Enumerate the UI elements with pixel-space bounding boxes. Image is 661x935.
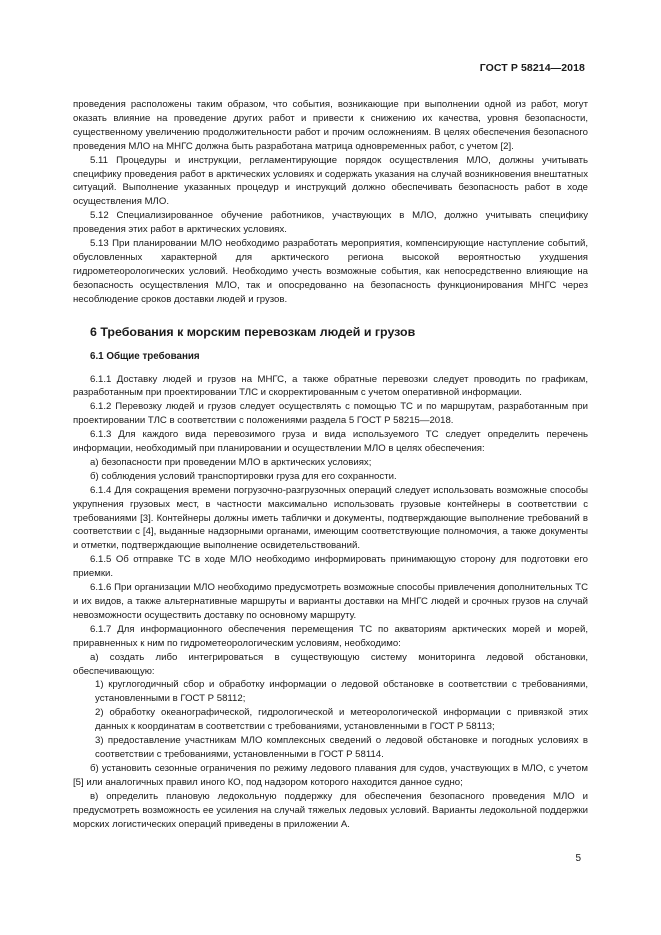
- paragraph-5-11: 5.11 Процедуры и инструкции, регламентирующие порядок осуществления МЛО, должны учитывать специфику проведения работ в арктических условиях и содержать указания на случай возникновения внештатных ситуаций. Выполнение указанных процедур и инструкций должно обеспечивать безопасность работ в ходе осуществления МЛО.: [73, 154, 588, 208]
- list-item-a-monitoring: а) создать либо интегрироваться в существующую систему мониторинга ледовой обстановки, обеспечивающую:: [73, 651, 588, 677]
- document-body: [73, 98, 588, 831]
- list-item-v-icebreaker: в) определить плановую ледокольную поддержку для обеспечения безопасного проведения МЛО и предусмотреть возможность ее усиления на случай тяжелых ледовых условий. Варианты ледокольной поддержки морских логистических операций приведены в приложении А.: [73, 790, 588, 830]
- paragraph-6-1-6: 6.1.6 При организации МЛО необходимо предусмотреть возможные способы привлечения дополнительных ТС и их видов, а также альтернативные маршруты и варианты доставки на МНГС людей и срочных грузов на случай невозможности осуществить доставку по основному маршруту.: [73, 582, 588, 621]
- document-header: ГОСТ Р 58214—2018: [479, 62, 585, 74]
- sublist-item-1: 1) круглогодичный сбор и обработку информации о ледовой обстановке в соответствии с требованиями, установленными в ГОСТ Р 58112;: [95, 679, 588, 705]
- paragraph-6-1-7: 6.1.7 Для информационного обеспечения перемещения ТС по акваториям арктических морей и морей, приравненных к ним по гидрометеорологическим условиям, необходимо:: [73, 623, 588, 649]
- list-item-b: б) соблюдения условий транспортировки груза для его сохранности.: [90, 470, 397, 482]
- paragraph-5-13: 5.13 При планировании МЛО необходимо разработать мероприятия, компенсирующие наступление событий, обусловленных характерной для арктического региона высокой вероятностью ухудшения гидрометеорологических условий. Необходимо учесть возможные события, как непосредственно влияющие на безопасность осуществления МЛО, так и опосредованно на безопасность функционирования МНГС через несоблюдение сроков доставки людей и грузов.: [73, 238, 588, 305]
- list-item-b-seasonal: б) установить сезонные ограничения по режиму ледового плавания для судов, участвующих в МЛО, с учетом [5] или аналогичных правил иного КО, под надзором которого находится данное судно;: [73, 762, 588, 788]
- sublist-item-3: 3) предоставление участникам МЛО комплексных сведений о ледовой обстановке и погодных условиях в соответствии с требованиями, установленными в ГОСТ Р 58114.: [95, 735, 588, 760]
- subsection-heading: 6.1 Общие требования: [90, 350, 200, 362]
- paragraph-6-1-3: 6.1.3 Для каждого вида перевозимого груза и вида используемого ТС следует определить перечень информации, необходимый при планировании и осуществлении МЛО в целях обеспечения:: [73, 429, 588, 455]
- sublist-item-2: 2) обработку океанографической, гидрологической и метеорологической информации с привязкой этих данных к координатам в соответствии с требованиями, установленными в ГОСТ Р 58113;: [95, 707, 588, 733]
- paragraph-6-1-2: 6.1.2 Перевозку людей и грузов следует осуществлять с помощью ТС и по маршрутам, разработанным при проектировании ТЛС в соответствии с положениями раздела 5 ГОСТ Р 58215—2018.: [73, 401, 588, 427]
- section-heading: 6 Требования к морским перевозкам людей и грузов: [90, 324, 416, 339]
- list-item-a: а) безопасности при проведении МЛО в арктических условиях;: [90, 456, 372, 468]
- paragraph-6-1-5: 6.1.5 Об отправке ТС в ходе МЛО необходимо информировать принимающую сторону для подготовки его приемки.: [73, 554, 588, 580]
- paragraph-6-1-1: 6.1.1 Доставку людей и грузов на МНГС, а также обратные перевозки следует проводить по графикам, разработанным при проектировании ТЛС и скорректированным с учетом оперативной информации.: [73, 373, 588, 399]
- paragraph-5-12: 5.12 Специализированное обучение работников, участвующих в МЛО, должно учитывать специфику проведения этих работ в арктических условиях.: [73, 210, 588, 236]
- paragraph-continuation: проведения расположены таким образом, что события, возникающие при выполнении одной из работ, могут оказать влияние на проведение других работ и привести к снижению их качества, уровня безопасности, существенному увеличению продолжительности работ и прочим осложнениям. В целях обеспечения безопасного проведения МЛО на МНГС должна быть разработана матрица одновременных работ, с учетом [2].: [73, 99, 588, 152]
- page-number: 5: [575, 853, 581, 864]
- paragraph-6-1-4: 6.1.4 Для сокращения времени погрузочно-разгрузочных операций следует использовать возможные способы укрупнения грузовых мест, в частности максимально использовать грузовые контейнеры в соответствии с требованиями [3]. Контейнеры должны иметь таблички и документы, подтверждающие выполнение требований в соответствии с [4], выданные надзорными органами, имеющим соответствующие полномочия, а также документы и отметки, подтверждающие выполнение освидетельствований.: [73, 484, 588, 552]
